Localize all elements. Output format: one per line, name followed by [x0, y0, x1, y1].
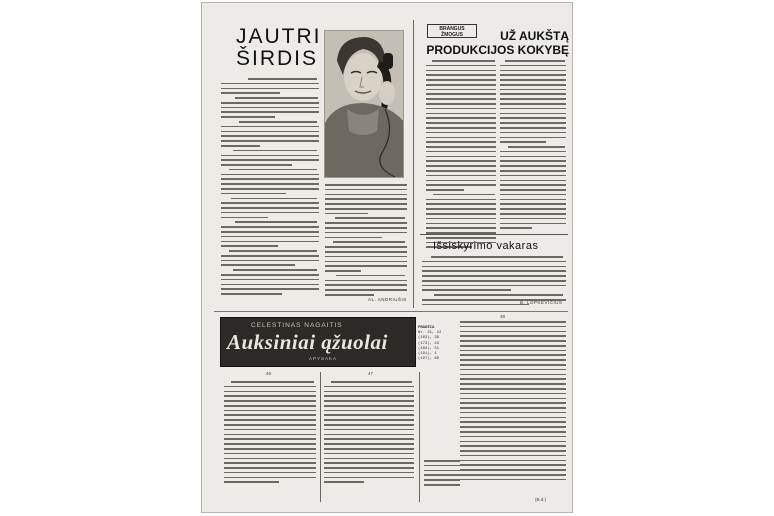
title-line-2: PRODUKCIJOS KOKYBĘ	[426, 43, 569, 57]
continued-marker: (B.d.)	[535, 497, 547, 502]
jautri-text-col-1	[221, 78, 319, 295]
jautri-author: AL. ANDRIUŠIS	[368, 297, 407, 302]
serial-start-note	[418, 326, 456, 362]
column-divider	[320, 372, 321, 502]
pradzia-line: (163), 39	[418, 336, 440, 341]
serial-text-col-1	[224, 381, 316, 483]
serial-text-col-3b	[424, 460, 460, 486]
pradzia-line: (191), 1	[418, 352, 437, 357]
serial-text-col-2	[324, 381, 414, 483]
pradzia-line: (197), 66	[418, 357, 440, 362]
serial-text-col-3	[460, 321, 566, 480]
banner-subtitle: APYSAKA	[309, 356, 338, 361]
issiskyrimo-text	[422, 256, 566, 305]
photo-woman-on-telephone	[324, 30, 404, 178]
column-divider	[419, 372, 420, 502]
title-line-2: ŠIRDIS	[236, 47, 319, 70]
page-horizontal-divider	[214, 311, 568, 312]
section-logo-brangus-zmogus	[427, 24, 477, 38]
logo-line-2: ŽMOGUS	[441, 32, 463, 38]
title-line-1: UŽ AUKŠTĄ	[500, 29, 569, 43]
title-line-1: JAUTRI	[236, 25, 322, 48]
serial-banner-auksiniai-azuolai	[220, 317, 416, 367]
article-title-jautri-sirdis	[236, 26, 326, 70]
column-divider	[413, 20, 414, 308]
page-number-top: 48	[500, 314, 506, 319]
issiskyrimo-author: B. LOPKEVIČIUS	[520, 300, 563, 305]
pradzia-line: (173), 43	[418, 341, 440, 346]
pradzia-line: Nr. 21, 22	[418, 331, 442, 336]
production-text-col-2	[500, 60, 566, 229]
banner-title: Auksiniai ąžuolai	[227, 330, 388, 354]
article-title-issiskyrimo-vakaras: Išsiskyrimo vakaras	[433, 240, 539, 252]
page-number-middle: 47	[368, 371, 374, 376]
jautri-text-col-2	[325, 184, 407, 296]
section-divider	[420, 234, 568, 235]
banner-author: CELESTINAS NAGAITIS	[251, 322, 343, 329]
production-text-col-1	[426, 60, 496, 248]
logo-line-1: BRANGUS	[439, 26, 465, 32]
pradzia-line: (183), 51	[418, 346, 440, 351]
pradzia-line: PRADŽIA	[418, 326, 435, 330]
page-number-left: 46	[266, 371, 272, 376]
